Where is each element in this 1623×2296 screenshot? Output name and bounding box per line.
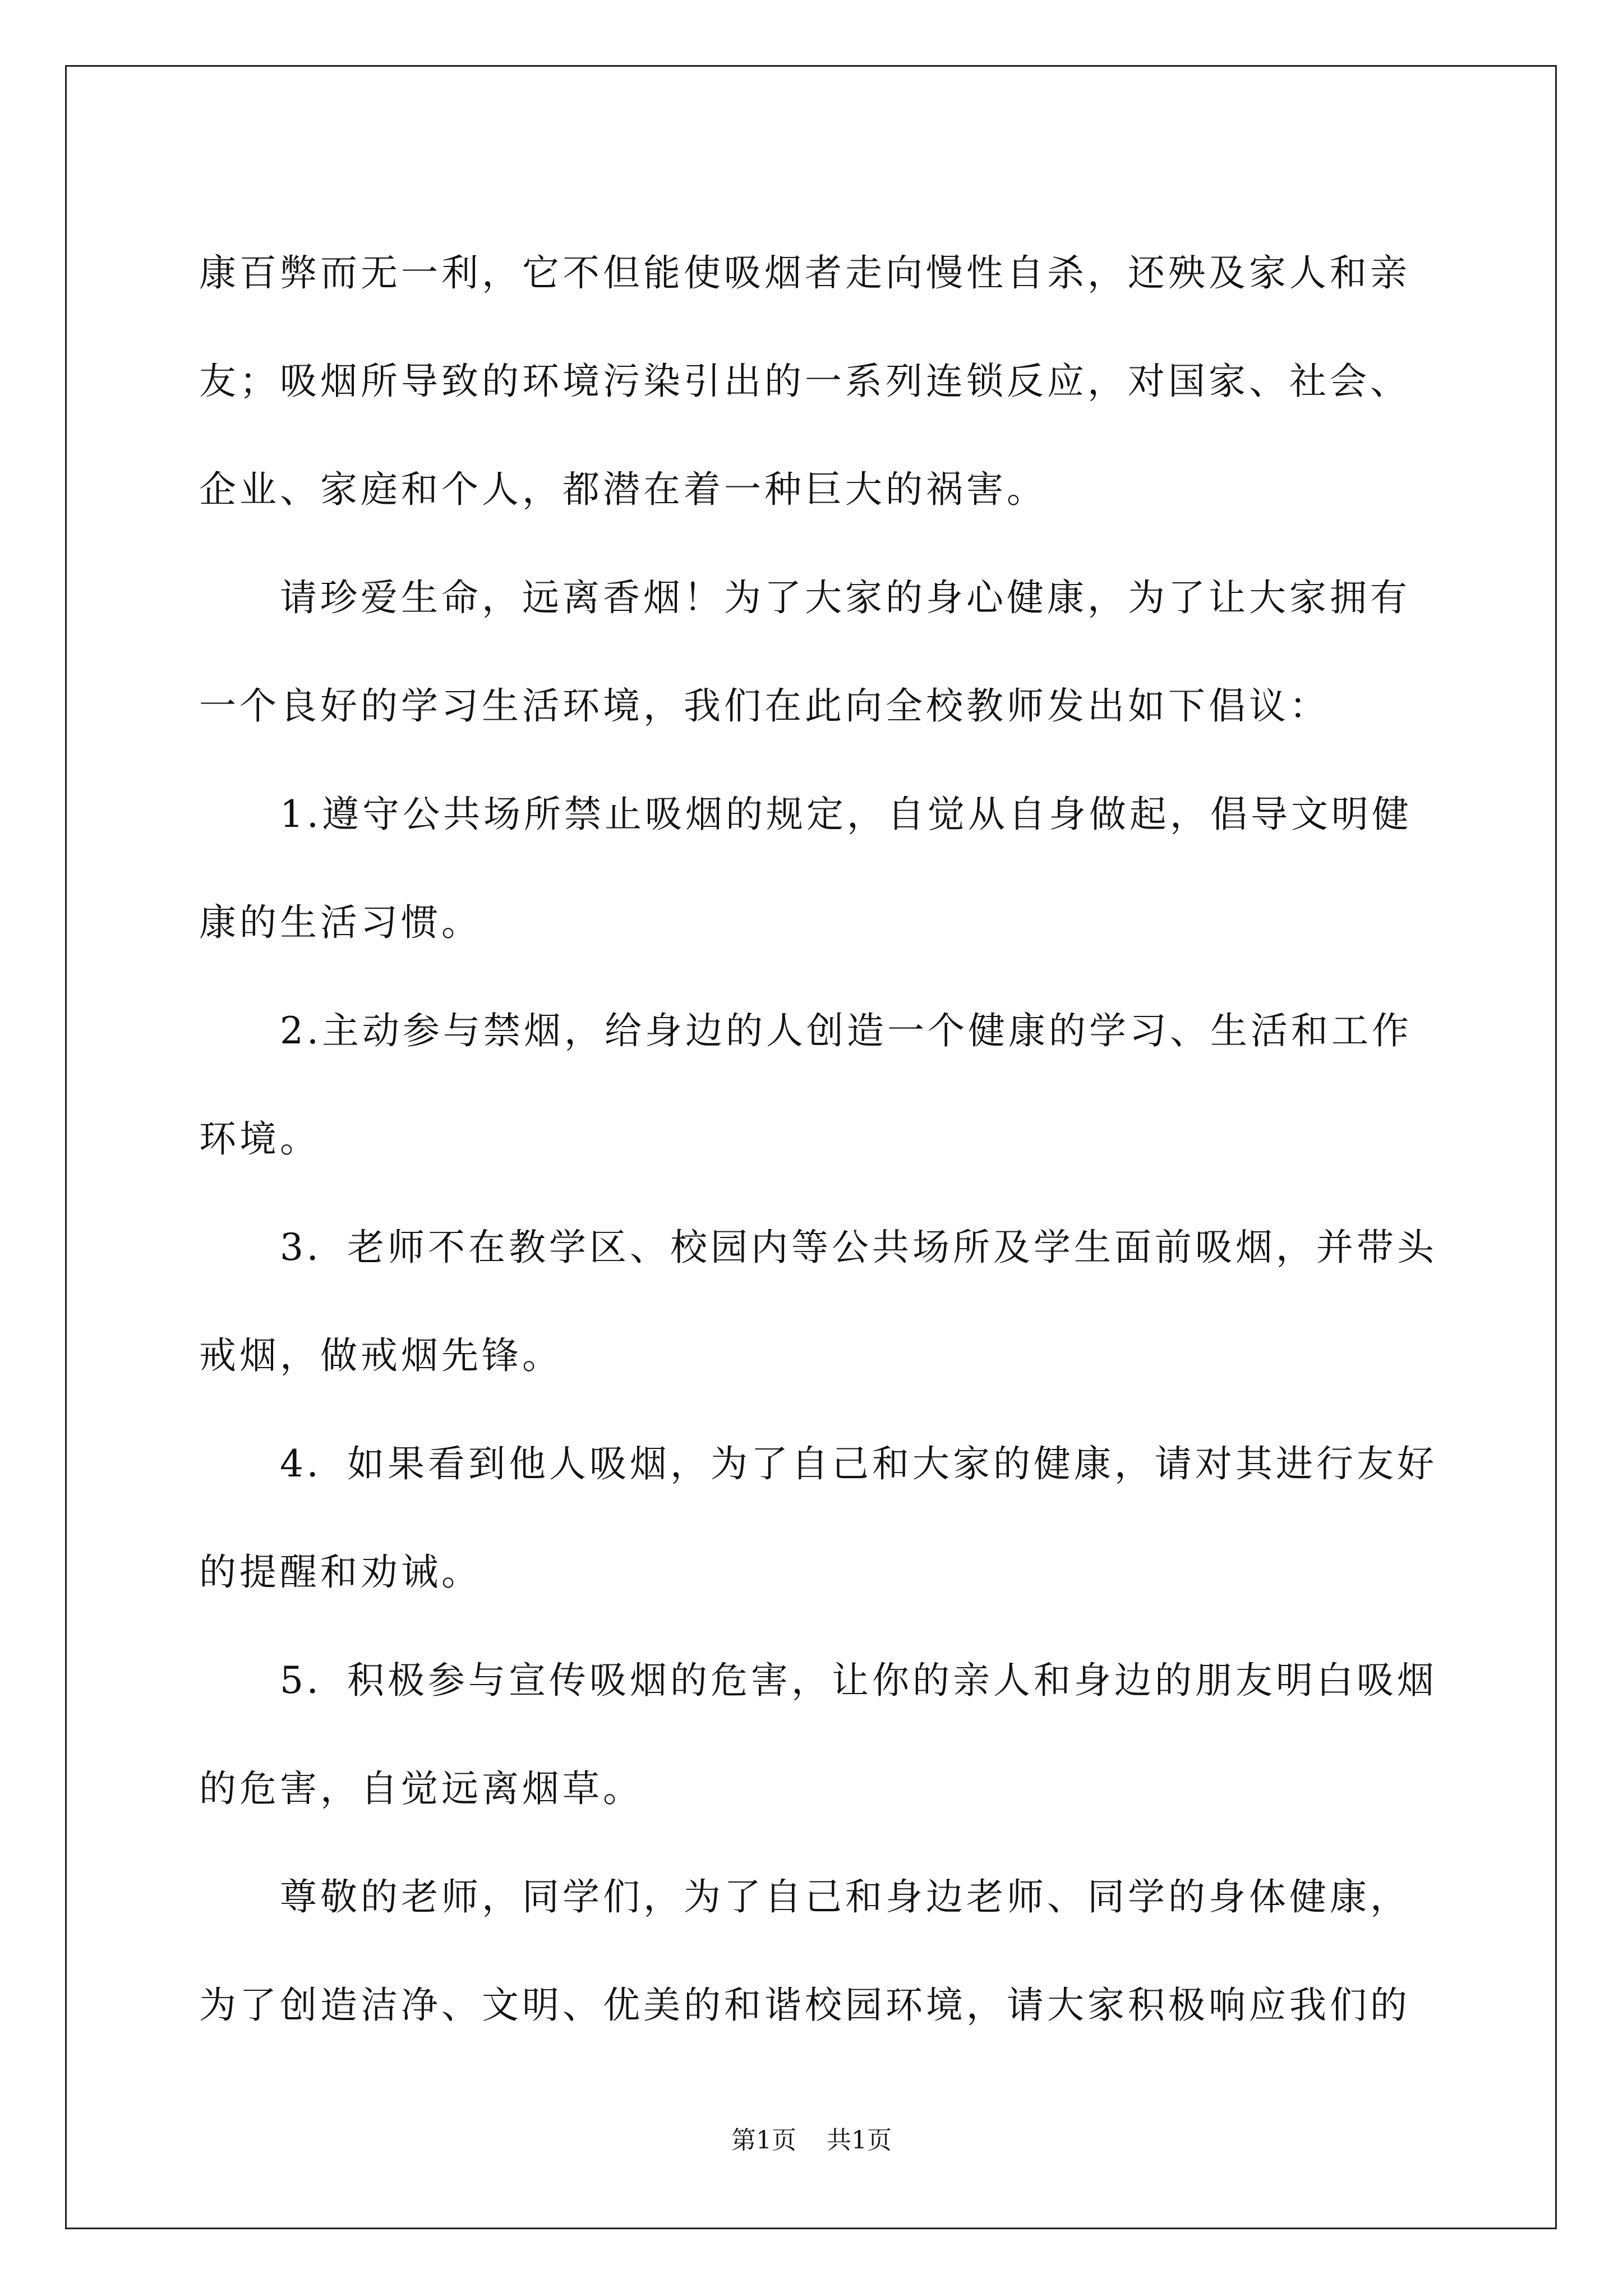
page-footer: [0, 2124, 1623, 2157]
text-line: 4．如果看到他人吸烟，为了自己和大家的健康，请对其进行友好: [280, 1442, 1437, 1485]
text-line: 康百弊而无一利，它不但能使吸烟者走向慢性自杀，还殃及家人和亲: [199, 251, 1410, 295]
text-line: 为了创造洁净、文明、优美的和谐校园环境，请大家积极响应我们的: [199, 1984, 1410, 2027]
text-line: 康的生活习惯。: [199, 901, 482, 944]
paragraph-7: [199, 1626, 1437, 1843]
text-line: 的危害，自觉远离烟草。: [199, 1767, 643, 1810]
text-line: 企业、家庭和个人，都潜在着一种巨大的祸害。: [199, 468, 1047, 511]
paragraph-8: [199, 1843, 1433, 2059]
page-number: 第1页: [731, 2126, 796, 2155]
text-line: 尊敬的老师，同学们，为了自己和身边老师、同学的身体健康，: [280, 1875, 1410, 1918]
paragraph-1: [199, 219, 1433, 544]
text-line: 友；吸烟所导致的环境污染引出的一系列连锁反应，对国家、社会、: [199, 360, 1410, 403]
paragraph-4: [199, 977, 1433, 1193]
text-line: 5．积极参与宣传吸烟的危害，让你的亲人和身边的朋友明白吸烟: [280, 1659, 1437, 1702]
text-line: 环境。: [199, 1117, 320, 1161]
text-line: 一个良好的学习生活环境，我们在此向全校教师发出如下倡议：: [199, 684, 1330, 728]
paragraph-3: [199, 760, 1433, 977]
paragraph-6: [199, 1410, 1437, 1626]
page-total: 共1页: [827, 2126, 892, 2155]
paragraph-2: [199, 544, 1433, 760]
text-line: 2.主动参与禁烟，给身边的人创造一个健康的学习、生活和工作: [280, 1009, 1412, 1052]
document-body: [199, 219, 1437, 2059]
text-line: 3．老师不在教学区、校园内等公共场所及学生面前吸烟，并带头: [280, 1226, 1437, 1269]
text-line: 1.遵守公共场所禁止吸烟的规定，自觉从自身做起，倡导文明健: [280, 793, 1412, 836]
text-line: 的提醒和劝诫。: [199, 1550, 482, 1594]
paragraph-5: [199, 1193, 1437, 1410]
text-line: 请珍爱生命，远离香烟！为了大家的身心健康，为了让大家拥有: [280, 576, 1410, 619]
text-line: 戒烟，做戒烟先锋。: [199, 1334, 562, 1377]
